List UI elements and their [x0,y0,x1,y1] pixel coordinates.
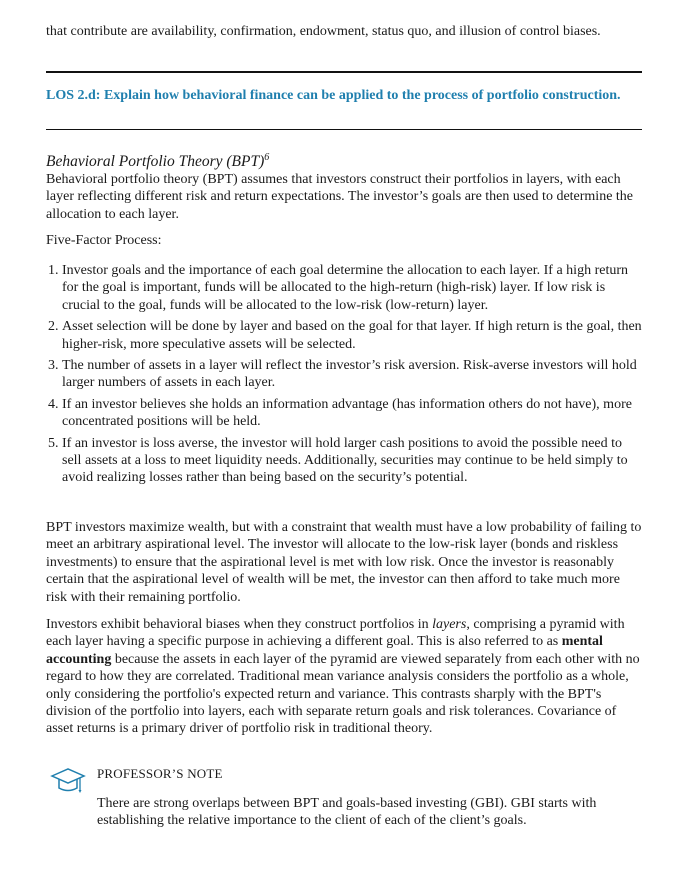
section-title [46,148,269,172]
list-item-text: Investor goals and the importance of each goal determine the allocation to each layer. If a high return for the goal is important, funds will be allocated to the high-return (high-risk) layer. If low risk is crucial to the goal, funds will be allocated to the low-risk (low-return) layer. [62,263,628,313]
footnote-ref[interactable]: 6 [264,152,270,163]
list-item [46,262,642,314]
list-item [46,396,642,431]
list-item-number: 2. [48,319,59,335]
list-item-text: The number of assets in a layer will reflect the investor’s risk aversion. Risk-averse investors will hold larger numbers of assets in each layer. [62,358,637,391]
term-mental-accounting: mental accounting [46,634,603,667]
section-title-text: Behavioral Portfolio Theory (BPT) [46,153,265,170]
list-item [46,357,642,392]
section-divider-top [46,71,642,73]
text-run: Investors exhibit behavioral biases when they construct portfolios in [46,617,433,632]
list-item-number: 4. [48,396,59,412]
list-item [46,435,642,487]
five-factor-label: Five-Factor Process: [46,233,162,248]
text-run: , comprising a pyramid with each layer having a specific purpose in achieving a different goal. This is also referred to as [46,617,625,650]
list-item-text: If an investor is loss averse, the investor will hold larger cash positions to avoid the possible need to sell assets at a loss to meet liquidity needs. Additionally, securities may continue to be held simply to avoid realizing losses rather than being based on the security’s potential. [62,435,628,486]
intro-paragraph: that contribute are availability, confirmation, endowment, status quo, and illusion of control biases. [46,24,601,39]
bpt-definition-paragraph: Behavioral portfolio theory (BPT) assumes that investors construct their portfolios in layers, with each layer reflecting different risk and return expectations. The investor’s goals are then used to determine the allocation to each layer. [46,172,634,222]
mental-accounting-paragraph [46,616,642,738]
list-item-number: 1. [48,263,59,278]
bpt-wealth-paragraph: BPT investors maximize wealth, but with a constraint that wealth must have a low probability of failing to meet an arbitrary aspirational level. The investor will allocate to the low-risk layer (bonds and riskless investments) to ensure that the aspirational level is met with low risk. Once the investor is reasonably certain that the aspirational level of wealth will be met, the investor can then afford to take much more risk with their remaining portfolio. [46,520,642,605]
graduation-cap-icon [50,766,86,796]
section-divider-bottom [46,129,642,130]
list-item-number: 5. [48,435,59,451]
emphasis-layers: layers [432,617,467,632]
professor-note-header [46,764,642,794]
professor-note-title: PROFESSOR’S NOTE [97,766,223,781]
list-item-text: Asset selection will be done by layer and based on the goal for that layer. If high return is the goal, then higher-risk, more speculative assets will be selected. [62,319,642,352]
list-item-text: If an investor believes she holds an information advantage (has information others do not have), more concentrated positions will be held. [62,396,632,430]
list-item-number: 3. [48,358,59,374]
professor-note-body: There are strong overlaps between BPT and goals-based investing (GBI). GBI starts with establishing the relative importance to the client of each of the client’s goals. [97,796,597,829]
los-heading: LOS 2.d: Explain how behavioral finance can be applied to the process of portfolio construction. [46,88,621,103]
five-factor-list [46,262,642,491]
text-run: because the assets in each layer of the pyramid are viewed separately from each other with no regard to how they are correlated. Traditional mean variance analysis considers the portfolio as a whole, only considering the portfolio's expected return and variance. This contrasts sharply with the BPT's division of the portfolio into layers, each with separate return goals and risk tolerances. Covariance of asset returns is a primary driver of portfolio risk in traditional theory. [46,651,640,737]
list-item [46,318,642,353]
